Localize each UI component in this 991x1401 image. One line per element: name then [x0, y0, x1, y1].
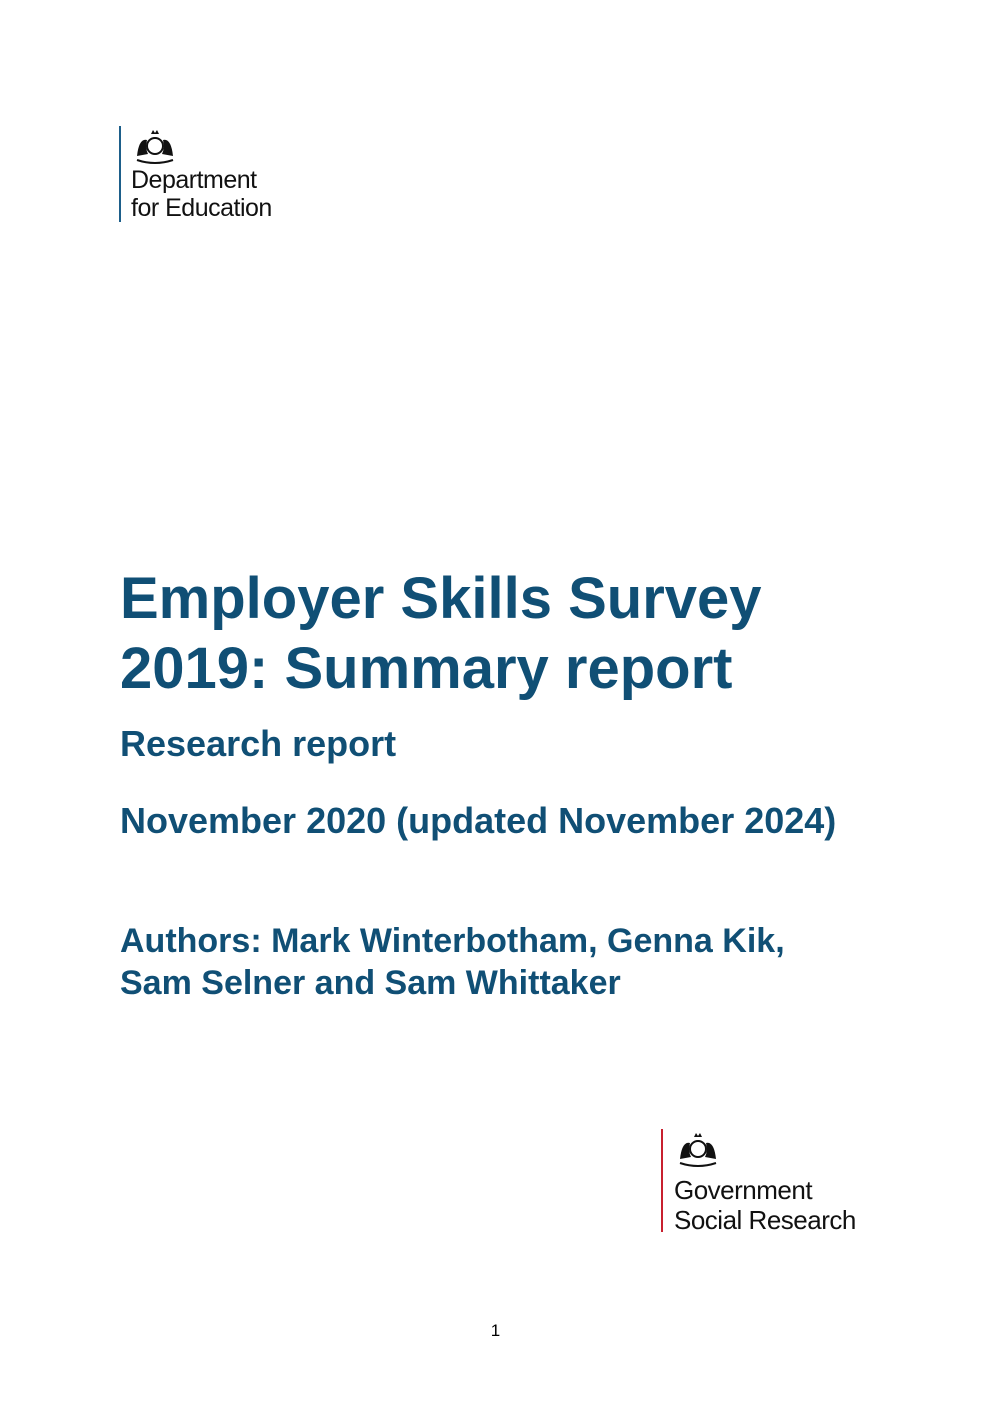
report-type: Research report	[120, 723, 397, 764]
report-title	[120, 564, 920, 704]
title-line-2: 2019: Summary report	[120, 636, 733, 701]
royal-crest-icon	[674, 1129, 722, 1169]
authors: Authors: Mark Winterbotham, Genna Kik, Sam Selner and Sam Whittaker	[120, 922, 785, 1002]
dfe-logo-line1: Department	[131, 166, 257, 194]
gsr-logo	[661, 1129, 856, 1235]
royal-crest-icon	[131, 126, 179, 166]
gsr-logo-line1: Government	[674, 1175, 813, 1205]
dfe-logo-line2: for Education	[131, 194, 272, 222]
title-line-1: Employer Skills Survey	[120, 566, 762, 631]
publication-date: November 2020 (updated November 2024)	[120, 800, 837, 841]
page-number: 1	[490, 1321, 501, 1340]
gsr-logo-line2: Social Research	[674, 1205, 856, 1235]
dfe-logo	[119, 126, 272, 222]
